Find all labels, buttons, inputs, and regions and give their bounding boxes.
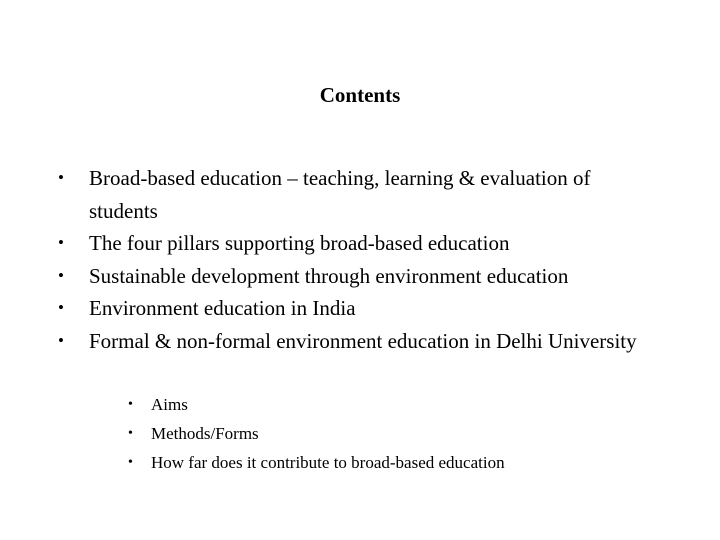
contents-list (56, 162, 656, 357)
list-item-text: Sustainable development through environment education (89, 263, 569, 288)
list-item-text: Formal & non-formal environment education in Delhi University (89, 328, 637, 353)
bullet-icon: • (58, 298, 64, 317)
slide-title: Contents (319, 83, 401, 107)
sub-list (128, 390, 648, 477)
list-item (56, 325, 656, 358)
sub-list-item-text: How far does it contribute to broad-based education (151, 453, 505, 472)
bullet-icon: • (58, 233, 64, 252)
sub-list-item (128, 448, 648, 477)
bullet-icon: • (58, 330, 64, 350)
list-item-text: The four pillars supporting broad-based education (89, 231, 510, 255)
bullet-icon: • (128, 455, 133, 470)
list-item-text: Environment education in India (89, 296, 356, 320)
sub-list-item-text: Aims (151, 395, 188, 414)
list-item (56, 292, 656, 325)
bullet-icon: • (128, 397, 133, 412)
list-item (56, 227, 656, 260)
bullet-icon: • (128, 426, 133, 441)
bullet-icon: • (58, 168, 64, 187)
list-item-text: Broad-based education – teaching, learning & evaluation of students (89, 166, 591, 223)
bullet-icon: • (58, 265, 64, 285)
sub-list-item (128, 419, 648, 448)
sub-list-item-text: Methods/Forms (151, 424, 259, 443)
sub-list-item (128, 390, 648, 419)
list-item (56, 260, 656, 293)
list-item (56, 162, 656, 227)
